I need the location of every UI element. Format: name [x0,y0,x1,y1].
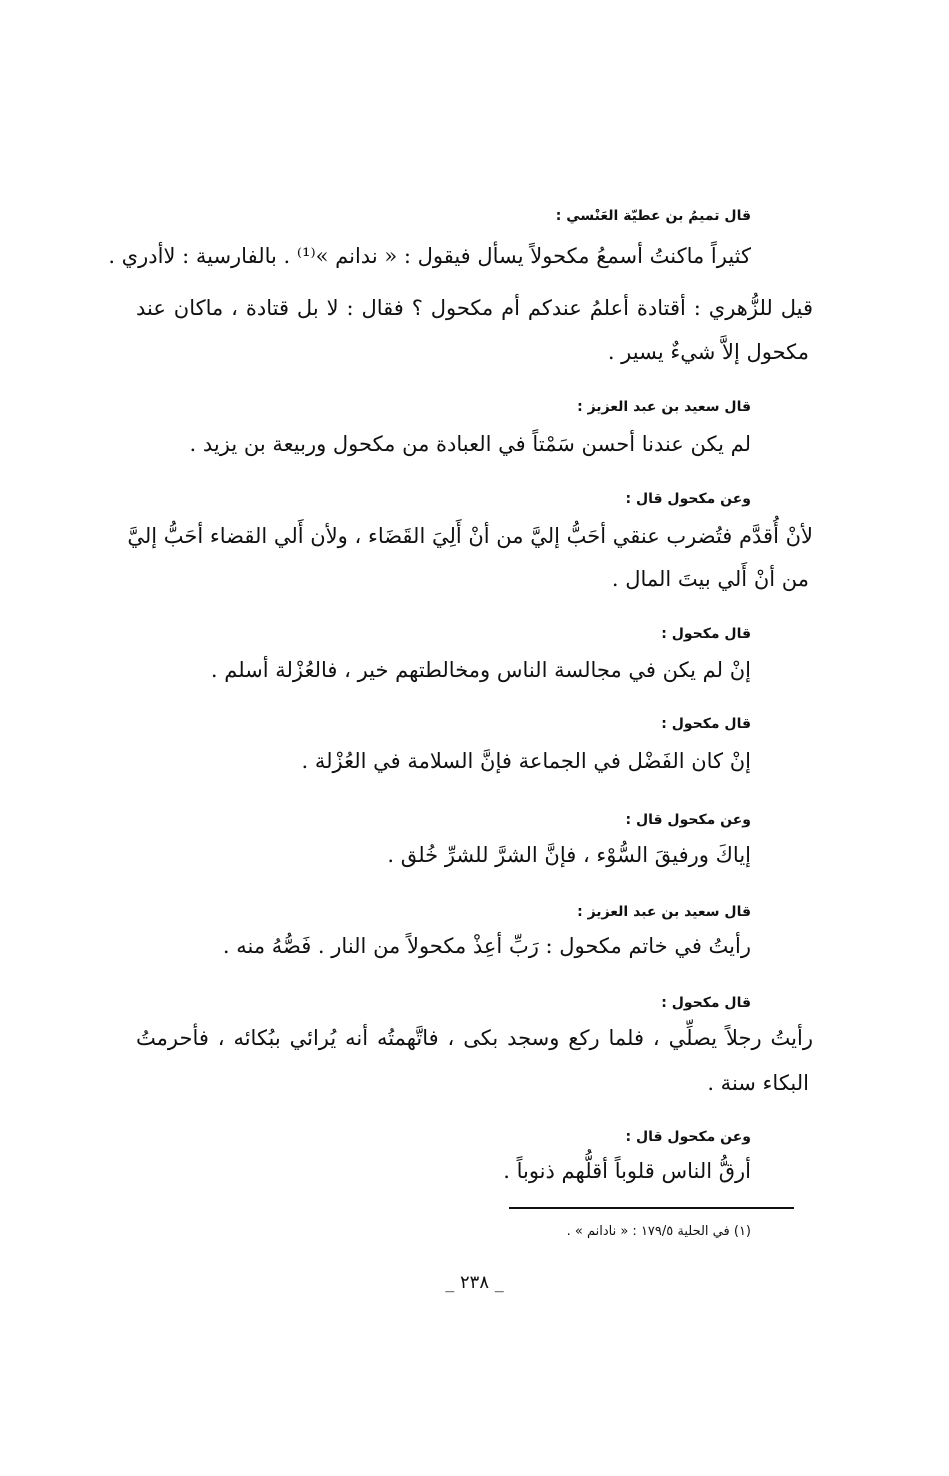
entry-text: قيل للزُّهري : أقتادة أعلمُ عندكم أم مكحول ؟ فقال : لا بل قتادة ، ماكان عند [136,296,813,320]
entry-text: أرقُّ الناس قلوباً أقلُّهم ذنوباً . [503,1159,751,1183]
entry-text: إياكَ ورفيقَ السُّوْء ، فإنَّ الشرَّ للشرِّ خُلق . [387,843,751,867]
entry-heading: قال مكحول : [661,716,751,732]
entry-text: لم يكن عندنا أحسن سَمْتاً في العبادة من مكحول وربيعة بن يزيد . [189,432,751,456]
entry-text: إنْ لم يكن في مجالسة الناس ومخالطتهم خير ، فالعُزْلة أسلم . [210,658,751,682]
entry-text: لأنْ أُقدَّم فتُضرب عنقي أحَبُّ إليَّ من أنْ أَلِيَ القَضَاء ، ولأن أَلي القضاء أحَبُّ إليَّ [127,524,813,548]
entry-text: البكاء سنة . [707,1071,809,1095]
entry-heading: قال مكحول : [661,626,751,642]
entry-text: من أنْ أَلي بيتَ المال . [611,567,809,591]
entry-text: إنْ كان الفَضْل في الجماعة فإنَّ السلامة في العُزْلة . [301,749,751,773]
entry-text: مكحول إلاَّ شيءٌ يسير . [607,340,809,364]
entry-text: كثيراً ماكنتُ أسمعُ مكحولاً يسأل فيقول : « ندانم »⁽¹⁾ . بالفارسية : لاأدري . [108,244,751,268]
page-number: _ ٢٣٨ _ [445,1272,504,1293]
entry-heading: وعن مكحول قال : [625,491,751,507]
footnote: (١) في الحلية ١٧٩/٥ : « نادانم » . [566,1224,751,1239]
entry-heading: قال تميمُ بن عطيّة العَنْسي : [555,208,751,224]
entry-heading: قال سعيد بن عبد العزيز : [577,399,751,415]
entry-heading: قال سعيد بن عبد العزيز : [577,904,751,920]
footnote-divider [509,1207,794,1209]
entry-heading: وعن مكحول قال : [625,1129,751,1145]
entry-text: رأيتُ رجلاً يصلِّي ، فلما ركع وسجد بكى ، فاتَّهمتُه أنه يُرائي ببُكائه ، فأحرمتُ [136,1026,813,1050]
entry-heading: قال مكحول : [661,995,751,1011]
entry-text: رأيتُ في خاتم مكحول : رَبِّ أعِذْ مكحولاً من النار . فَصُّهُ منه . [222,934,751,958]
entry-heading: وعن مكحول قال : [625,812,751,828]
